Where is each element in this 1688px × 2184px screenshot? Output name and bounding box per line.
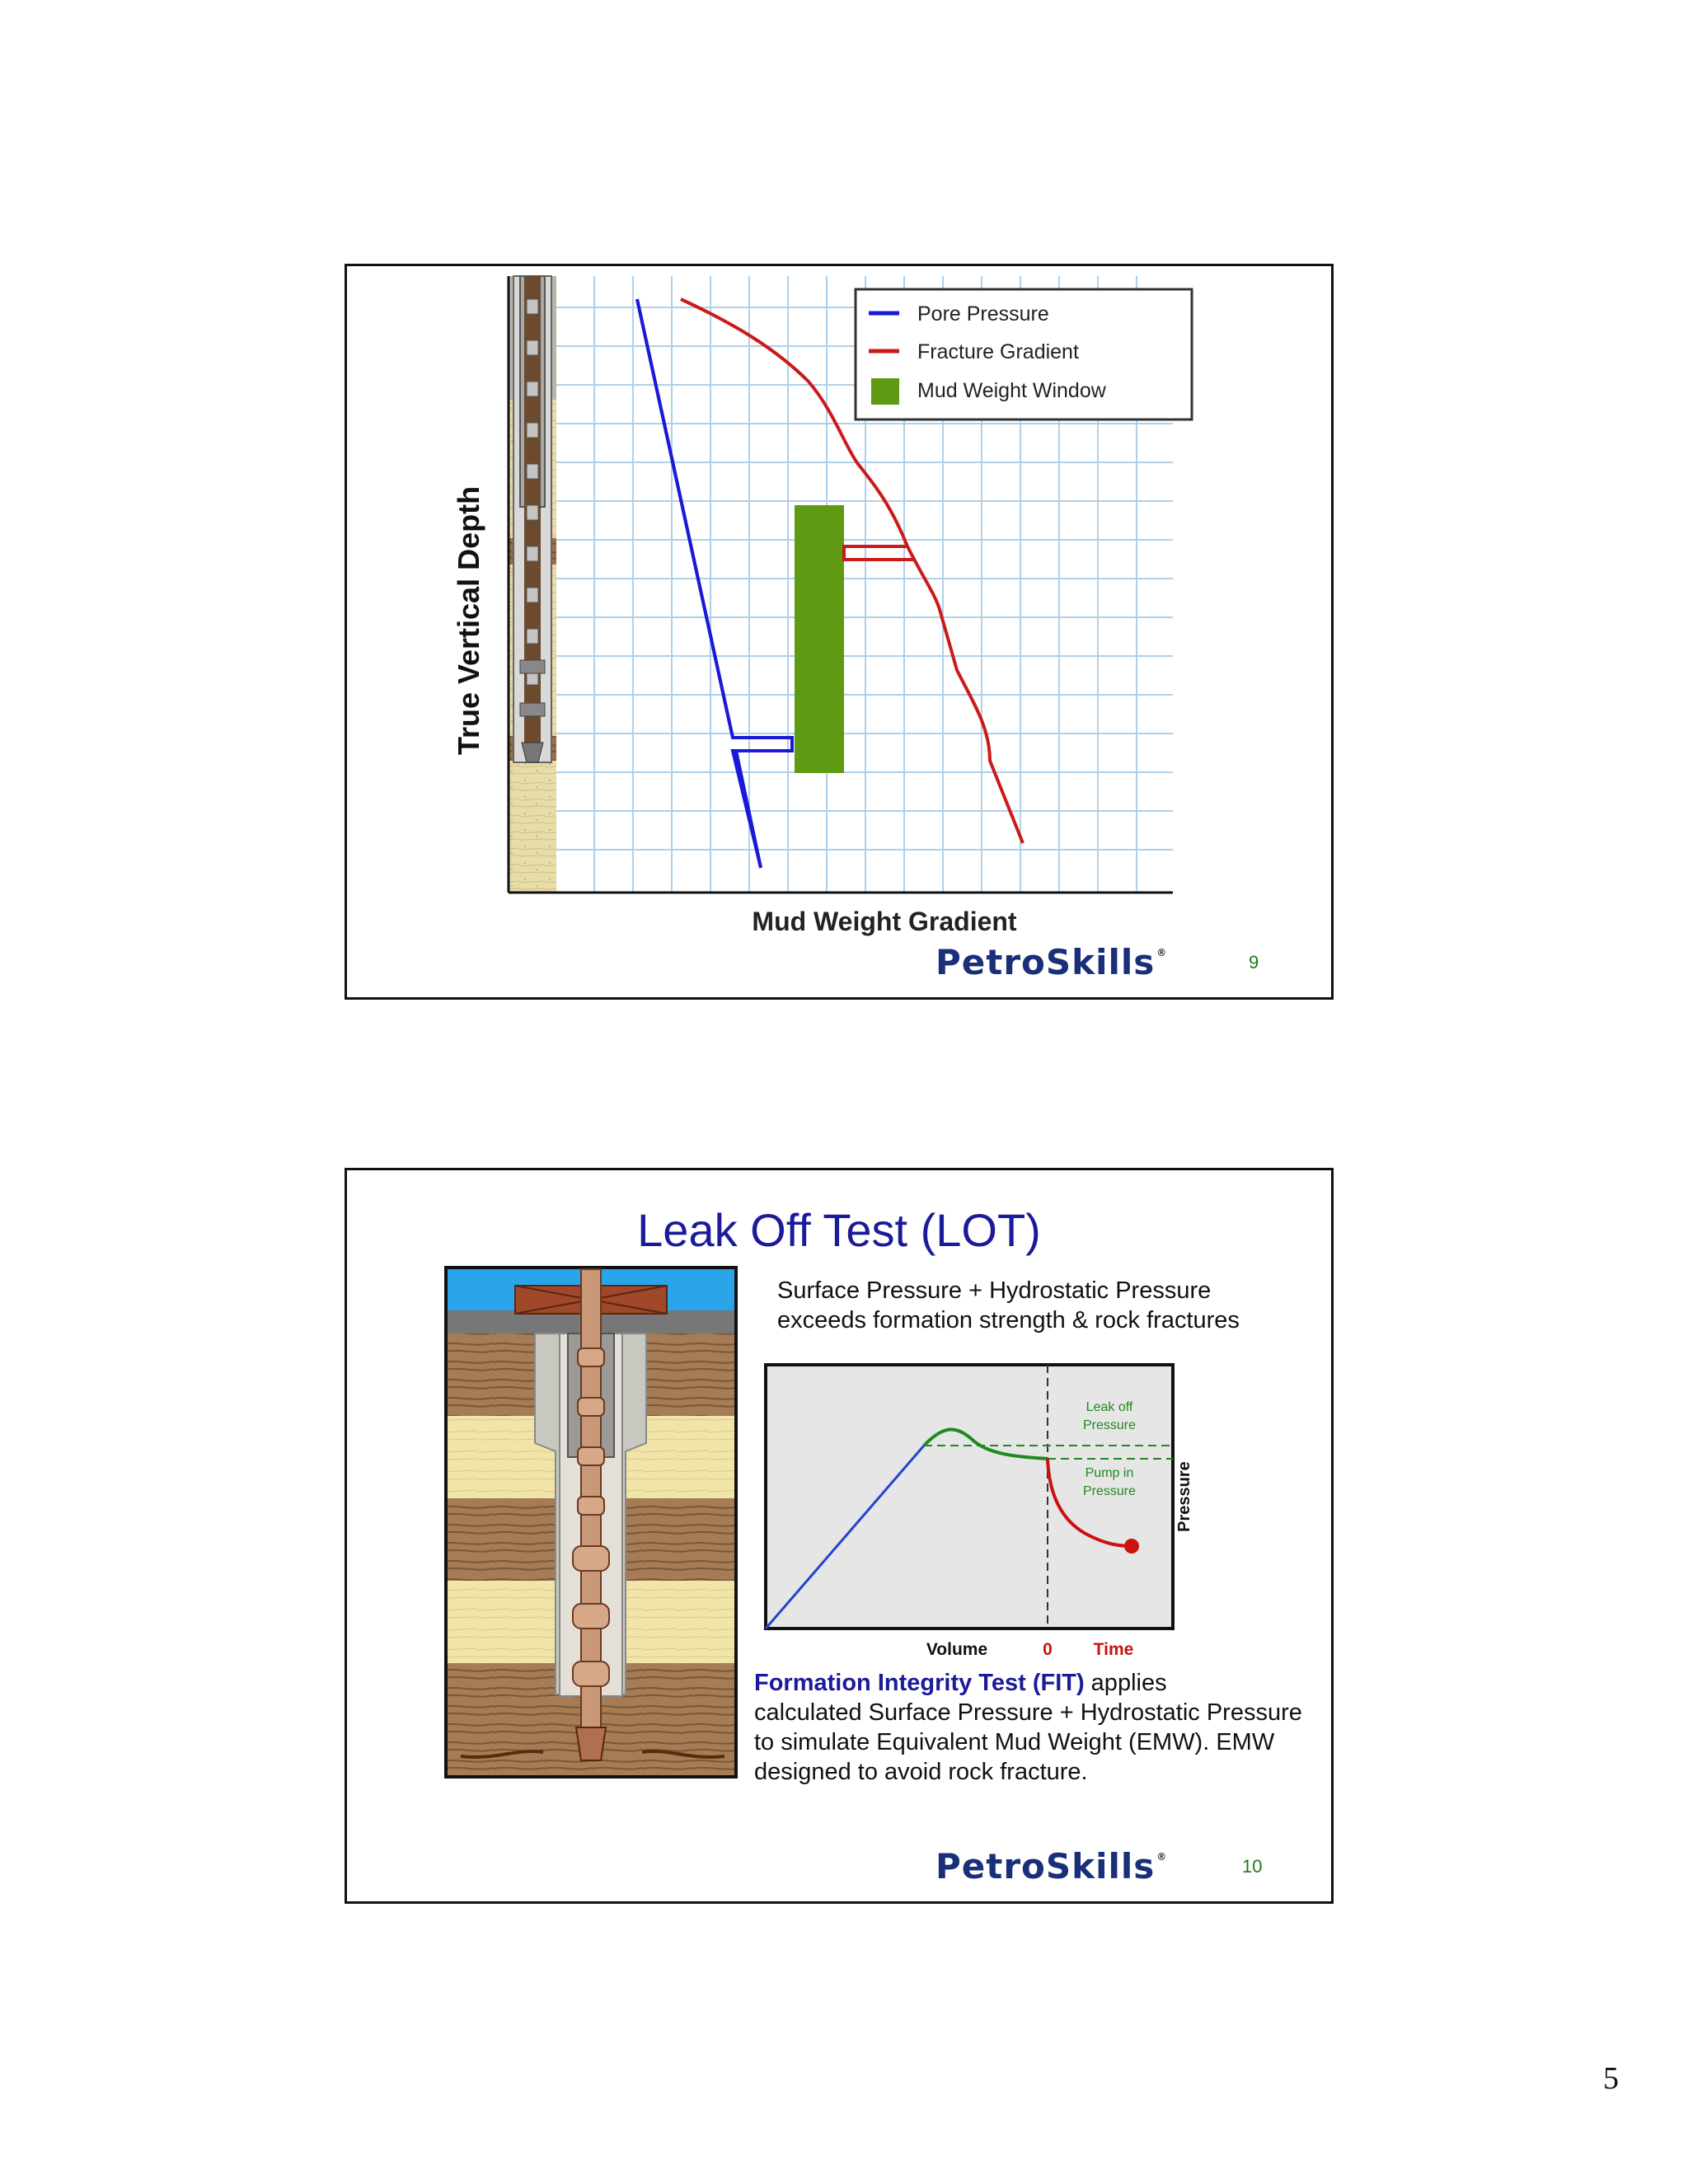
legend-fracture-gradient: Fracture Gradient xyxy=(917,340,1079,363)
fit-line-2: to simulate Equivalent Mud Weight (EMW). EMW xyxy=(754,1729,1275,1755)
wellbore-cross-section xyxy=(444,1266,738,1779)
page-number: 5 xyxy=(1603,2061,1619,2096)
intro-text xyxy=(777,1276,1240,1335)
slide-number: 9 xyxy=(1249,952,1259,972)
mud-weight-chart xyxy=(347,266,1331,997)
petroskills-logo: PetroSkills ® xyxy=(935,1846,1168,1886)
chart-legend xyxy=(856,289,1192,419)
wellbore-illustration xyxy=(509,276,556,893)
fit-heading: Formation Integrity Test (FIT) xyxy=(754,1670,1085,1696)
slide-number: 10 xyxy=(1242,1856,1263,1877)
legend-pore-pressure: Pore Pressure xyxy=(917,302,1049,326)
slide-10 xyxy=(345,1168,1334,1904)
endpoint-marker xyxy=(1124,1539,1139,1554)
slide-9 xyxy=(345,264,1334,1000)
slide-title: Leak Off Test (LOT) xyxy=(637,1204,1041,1256)
mud-weight-window-bar xyxy=(795,505,844,773)
intro-line-1: Surface Pressure + Hydrostatic Pressure xyxy=(777,1277,1212,1304)
y-axis-label: True Vertical Depth xyxy=(452,485,485,756)
intro-line-2: exceeds formation strength & rock fractures xyxy=(777,1307,1240,1333)
volume-axis-label: Volume xyxy=(926,1640,988,1659)
annot-pump-in: Pump in xyxy=(1085,1466,1134,1480)
legend-mud-weight-window: Mud Weight Window xyxy=(917,379,1106,402)
legend-swatch-window xyxy=(871,378,899,405)
annot-leak-off-pressure: Pressure xyxy=(1082,1418,1137,1432)
fit-text xyxy=(754,1668,1302,1787)
annot-leak-off: Leak off xyxy=(1085,1400,1133,1414)
time-axis-label: Time xyxy=(1093,1640,1134,1659)
fit-text-1: applies xyxy=(1084,1670,1167,1696)
fit-line-1: calculated Surface Pressure + Hydrostatic Pressure xyxy=(754,1699,1302,1726)
zero-label: 0 xyxy=(1043,1640,1053,1659)
fit-line-3: designed to avoid rock fracture. xyxy=(754,1759,1088,1785)
lot-pressure-chart xyxy=(759,1358,1204,1671)
annot-pump-in-pressure: Pressure xyxy=(1082,1484,1137,1498)
x-axis-label: Mud Weight Gradient xyxy=(752,907,1017,936)
petroskills-logo: PetroSkills ® xyxy=(935,942,1168,982)
pressure-axis-label: Pressure xyxy=(1175,1461,1193,1532)
